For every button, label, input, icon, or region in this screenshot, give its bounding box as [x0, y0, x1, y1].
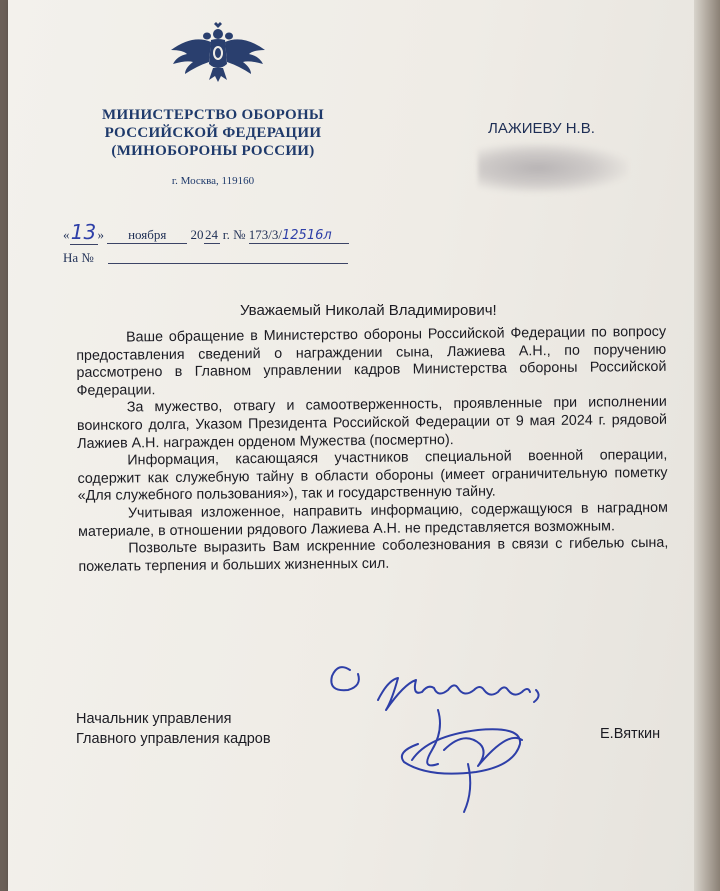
reference-number [249, 227, 349, 244]
letter-sheet [8, 0, 694, 891]
desk-surface [694, 0, 720, 891]
ministry-line-3: (МИНОБОРОНЫ РОССИИ) [111, 143, 315, 159]
paragraph-4: Учитывая изложенное, направить информацию, содержащуюся в наградном материале, в отношении рядового Лажиева А.Н. не представляется возможным. [78, 499, 668, 540]
salutation: Уважаемый Николай Владимирович! [240, 302, 497, 319]
close-quote: » [97, 227, 104, 242]
ministry-line-2: РОССИЙСКОЙ ФЕДЕРАЦИИ [104, 125, 322, 141]
signatory-title-line-2: Главного управления кадров [76, 731, 271, 747]
handwritten-signature [308, 640, 578, 820]
ministry-letterhead [68, 106, 358, 160]
ministry-line-1: МИНИСТЕРСТВО ОБОРОНЫ [102, 107, 324, 123]
reference-number-handwritten: 12516л [282, 228, 332, 243]
recipient-name: ЛАЖИЕВУ Н.В. [488, 120, 595, 137]
paragraph-1: Ваше обращение в Министерство обороны Российской Федерации по вопросу предоставления сведений о награждении сына, Лажиева А.Н., по поручению рассмотрено в Главном управлении кадров Министерства обороны Российской Федерации. [76, 323, 667, 399]
reference-number-label: № [233, 227, 246, 242]
signatory-title [76, 709, 271, 749]
double-headed-eagle-emblem [163, 20, 273, 86]
reference-year-label: г. [222, 227, 230, 242]
reference-month: ноября [107, 227, 187, 244]
open-quote: « [63, 227, 70, 242]
reference-number-printed: 173/3/ [248, 227, 283, 242]
redacted-address [478, 143, 628, 193]
city-address: г. Москва, 119160 [171, 175, 255, 187]
na-number-label: На № [63, 250, 94, 265]
na-number-line [108, 263, 348, 264]
reference-year-suffix: 24 [205, 227, 218, 242]
reference-line [63, 220, 349, 245]
paragraph-5: Позвольте выразить Вам искренние соболезнования в связи с гибелью сына, пожелать терпения и больших жизненных сил. [78, 534, 669, 575]
reference-day: 13 [70, 220, 97, 244]
letter-body [76, 324, 669, 576]
paragraph-3: Информация, касающаяся участников специальной военной операции, содержит как служебную тайну в области обороны (имеет ограничительную пометку «Для служебного пользования»), так и государственную тайну. [77, 446, 668, 505]
paragraph-2: За мужество, отвагу и самоотверженность, проявленные при исполнении воинского долга, Указом Президента Российской Федерации от 9 мая 2024 г. рядовой Лажиев А.Н. награжден орденом Мужества (посмертно). [76, 394, 668, 452]
signer-name: Е.Вяткин [600, 726, 661, 742]
reference-year-prefix: 20 [190, 227, 204, 242]
signatory-title-line-1: Начальник управления [76, 711, 232, 727]
